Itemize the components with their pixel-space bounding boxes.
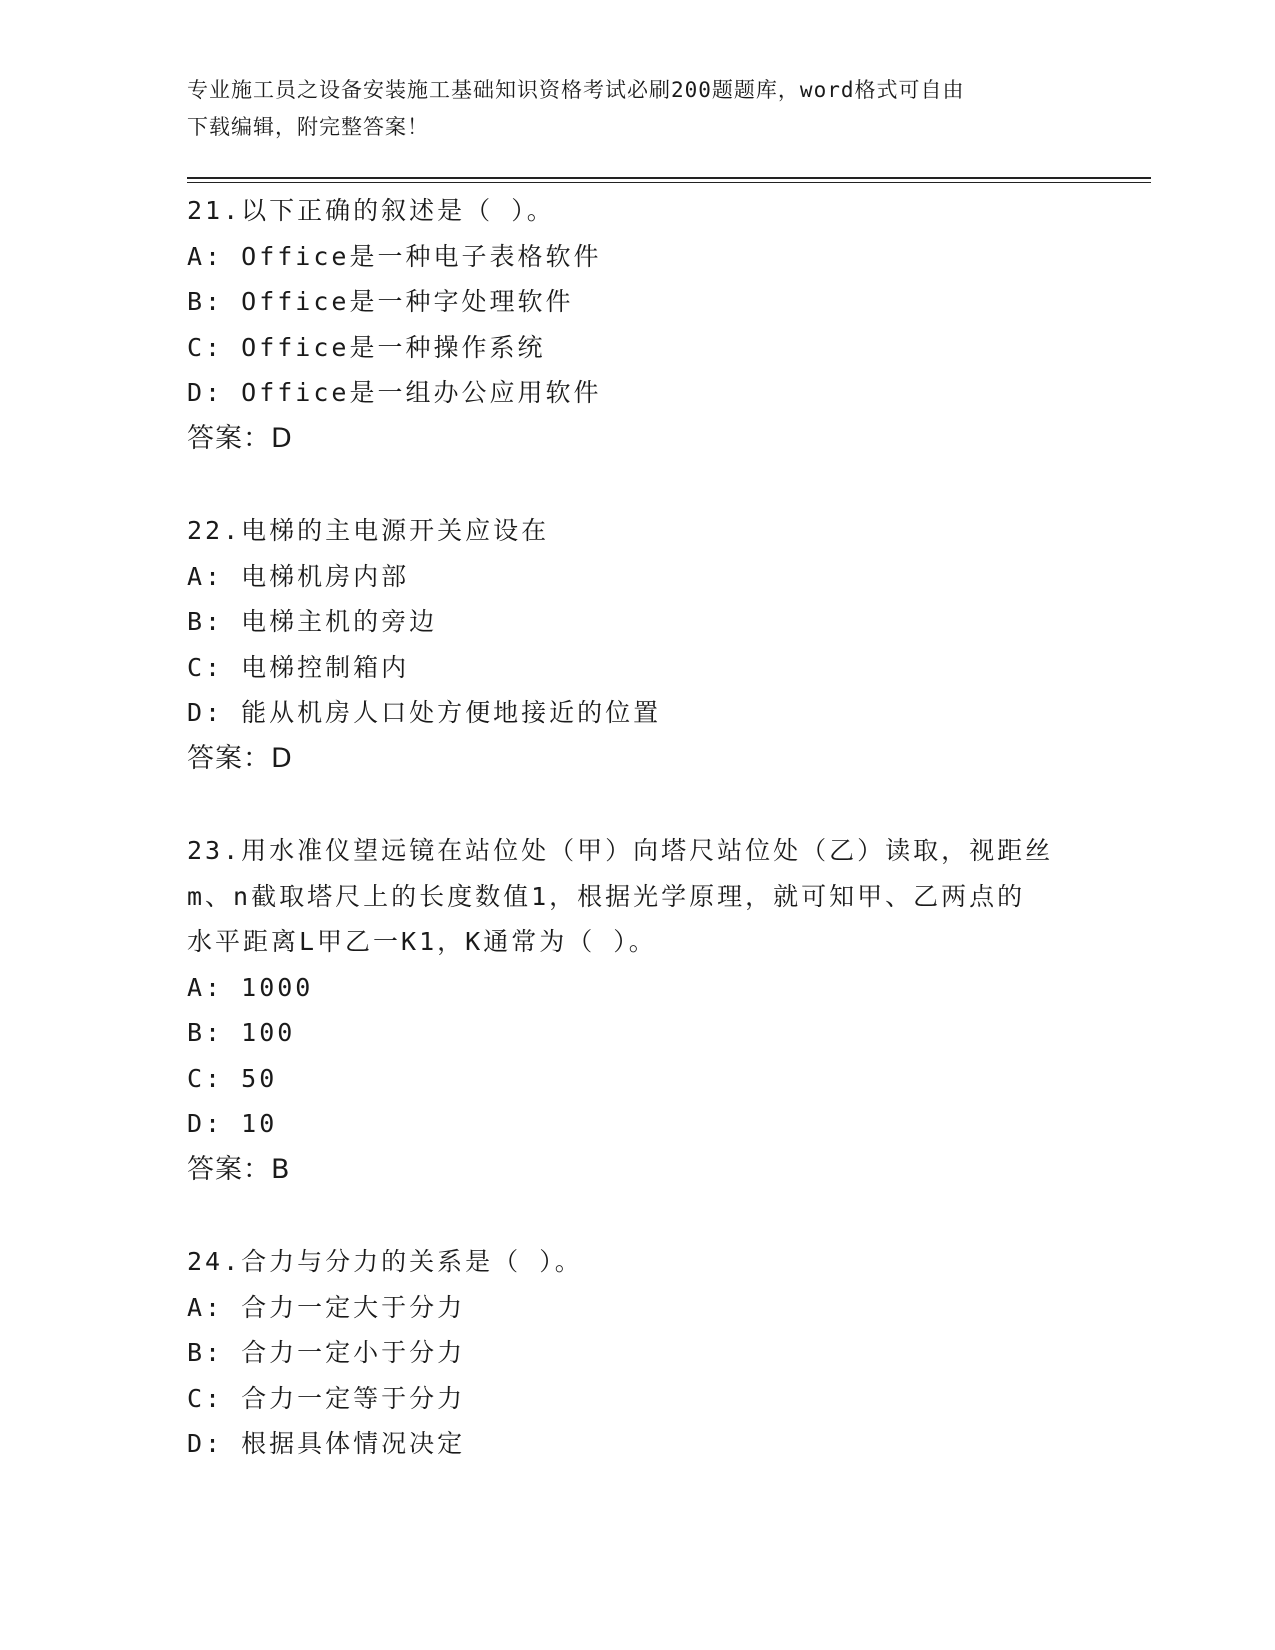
header-line-2: 下载编辑，附完整答案！ bbox=[187, 115, 429, 139]
question-list bbox=[187, 188, 1087, 1514]
question-block bbox=[187, 1239, 1087, 1467]
answer-option: C: 50 bbox=[187, 1063, 278, 1093]
question-stem-line: 23.用水准仪望远镜在站位处（甲）向塔尺站位处（乙）读取，视距丝 bbox=[187, 836, 1054, 865]
answer-option: A: 合力一定大于分力 bbox=[187, 1292, 466, 1322]
question-stem-line: 21.以下正确的叙述是（ ）。 bbox=[187, 196, 555, 225]
question-stem-line: 水平距离L甲乙一K1，K通常为（ ）。 bbox=[187, 927, 657, 956]
answer-option: C: Office是一种操作系统 bbox=[187, 332, 546, 362]
answer-key: 答案：D bbox=[187, 742, 293, 774]
answer-option: B: Office是一种字处理软件 bbox=[187, 287, 574, 316]
answer-key: 答案：D bbox=[187, 422, 293, 454]
question-stem-line: 22.电梯的主电源开关应设在 bbox=[187, 516, 550, 545]
question-block bbox=[187, 828, 1087, 1192]
answer-option: D: 能从机房人口处方便地接近的位置 bbox=[187, 698, 662, 727]
answer-option: A: Office是一种电子表格软件 bbox=[187, 241, 602, 271]
question-stem-line: 24.合力与分力的关系是（ ）。 bbox=[187, 1247, 583, 1276]
answer-option: A: 电梯机房内部 bbox=[187, 561, 410, 591]
header-divider-thick bbox=[187, 177, 1151, 179]
answer-option: D: 10 bbox=[187, 1109, 278, 1138]
header-divider-thin bbox=[187, 182, 1151, 183]
answer-option: B: 电梯主机的旁边 bbox=[187, 607, 438, 636]
document-header bbox=[187, 72, 1067, 146]
answer-option: D: 根据具体情况决定 bbox=[187, 1429, 466, 1458]
answer-option: D: Office是一组办公应用软件 bbox=[187, 378, 602, 407]
answer-option: A: 1000 bbox=[187, 972, 314, 1002]
answer-option: C: 电梯控制箱内 bbox=[187, 652, 410, 682]
answer-option: C: 合力一定等于分力 bbox=[187, 1383, 466, 1413]
answer-option: B: 合力一定小于分力 bbox=[187, 1338, 466, 1367]
question-block bbox=[187, 508, 1087, 781]
answer-option: B: 100 bbox=[187, 1018, 296, 1047]
answer-key: 答案：B bbox=[187, 1153, 291, 1185]
question-block bbox=[187, 188, 1087, 461]
header-line-1: 专业施工员之设备安装施工基础知识资格考试必刷200题题库，word格式可自由 bbox=[187, 78, 965, 102]
question-stem-line: m、n截取塔尺上的长度数值1，根据光学原理，就可知甲、乙两点的 bbox=[187, 881, 1026, 911]
